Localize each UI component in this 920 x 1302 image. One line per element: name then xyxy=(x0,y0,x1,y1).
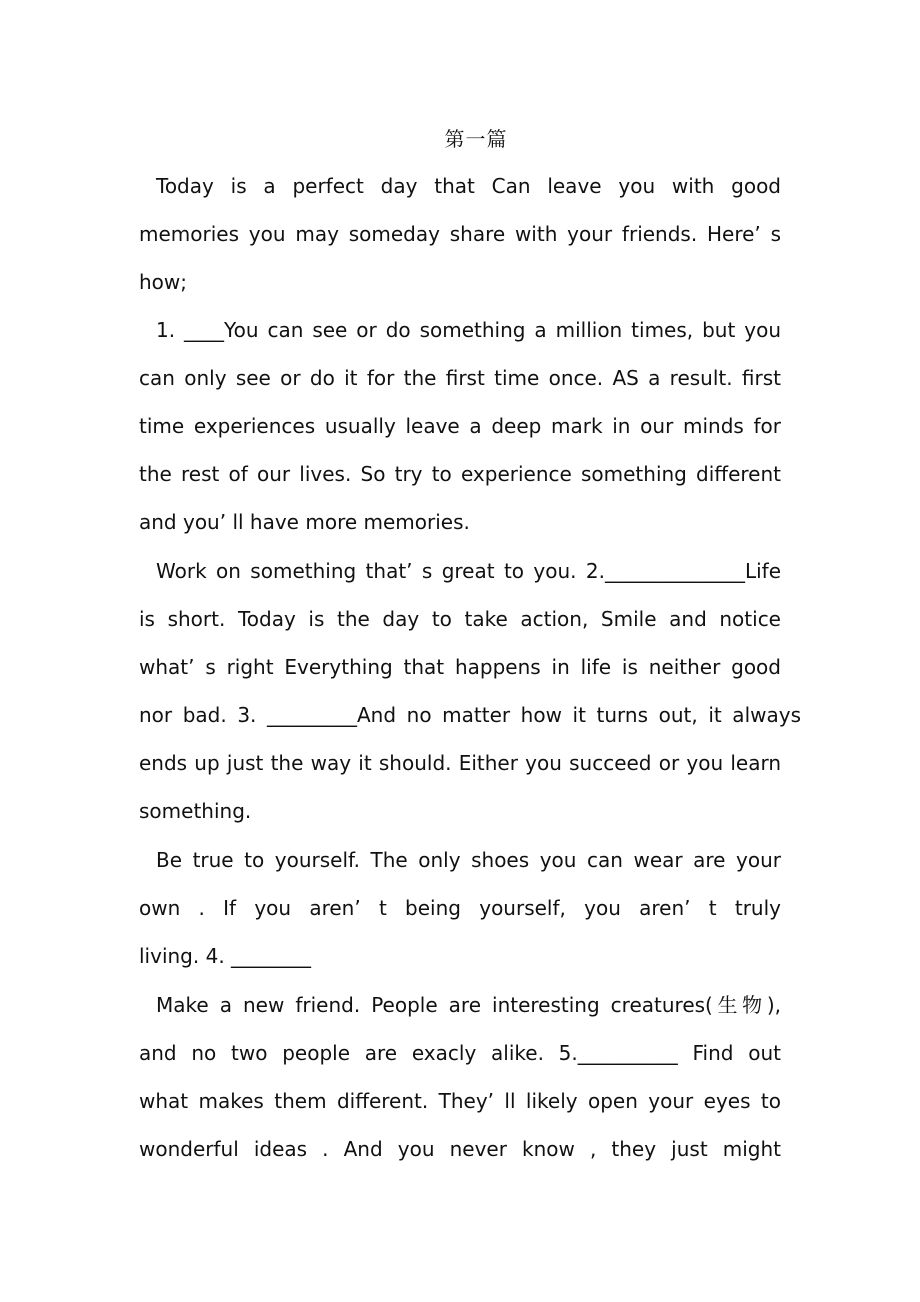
paragraph-line: how; xyxy=(139,270,188,294)
paragraph-line: and no two people are exacly alike. 5.__________ Find out xyxy=(139,1041,781,1065)
paragraph-line: Work on something that’ s great to you. 2.______________Life xyxy=(156,559,781,583)
paragraph-line: what’ s right Everything that happens in life is neither good xyxy=(139,655,781,679)
document-title: 第一篇 xyxy=(444,127,508,151)
paragraph-line: nor bad. 3. _________And no matter how it turns out, it always xyxy=(139,703,801,727)
paragraph-line: can only see or do it for the first time once. AS a result. first xyxy=(139,366,781,390)
paragraph-line: Be true to yourself. The only shoes you can wear are your xyxy=(156,848,781,872)
paragraph-line: wonderful ideas . And you never know , they just might xyxy=(139,1137,781,1161)
paragraph-line: memories you may someday share with your friends. Here’ s xyxy=(139,222,781,246)
paragraph-line: Make a new friend. People are interesting creatures(生物), xyxy=(156,993,781,1017)
paragraph-line: Today is a perfect day that Can leave you with good xyxy=(156,174,781,198)
paragraph-line: ends up just the way it should. Either you succeed or you learn xyxy=(139,751,781,775)
paragraph-line: living. 4. ________ xyxy=(139,944,312,968)
paragraph-line: what makes them different. They’ ll likely open your eyes to xyxy=(139,1089,781,1113)
paragraph-line: the rest of our lives. So try to experience something different xyxy=(139,462,781,486)
paragraph-line: time experiences usually leave a deep mark in our minds for xyxy=(139,414,781,438)
paragraph-line: 1. ____You can see or do something a million times, but you xyxy=(156,318,781,342)
paragraph-line: and you’ ll have more memories. xyxy=(139,510,470,534)
paragraph-line: own . If you aren’ t being yourself, you aren’ t truly xyxy=(139,896,781,920)
paragraph-line: is short. Today is the day to take action, Smile and notice xyxy=(139,607,781,631)
paragraph-line: something. xyxy=(139,799,252,823)
